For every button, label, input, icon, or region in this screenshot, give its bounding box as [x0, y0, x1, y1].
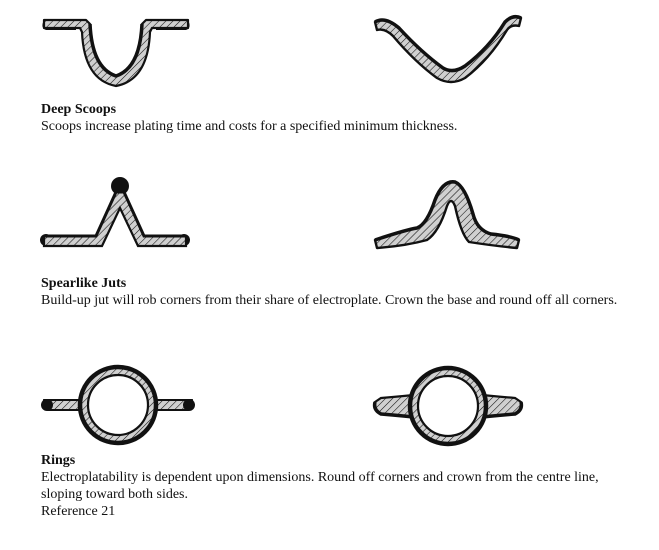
ring-poor-design-figure — [38, 362, 198, 452]
spear-jut-poor-design-figure — [36, 170, 196, 260]
section-description: Build-up jut will rob corners from their share of electroplate. Crown the base and round off all corners. — [41, 293, 618, 308]
reference-note: Reference 21 — [41, 504, 116, 519]
deep-scoops-caption — [41, 101, 621, 135]
section-title: Rings — [41, 453, 76, 468]
scoop-poor-design-figure — [30, 8, 210, 88]
section-title: Deep Scoops — [41, 102, 117, 117]
ring-improved-design-figure — [365, 362, 530, 452]
rings-caption — [41, 452, 621, 520]
section-description: Electroplatability is dependent upon dimensions. Round off corners and crown from the centre line, sloping toward both sides. — [41, 470, 599, 502]
section-description: Scoops increase plating time and costs for a specified minimum thickness. — [41, 119, 458, 134]
spearlike-juts-caption — [41, 275, 621, 309]
scoop-improved-design-figure — [365, 8, 535, 88]
section-title: Spearlike Juts — [41, 276, 127, 291]
spear-jut-improved-design-figure — [365, 170, 530, 260]
